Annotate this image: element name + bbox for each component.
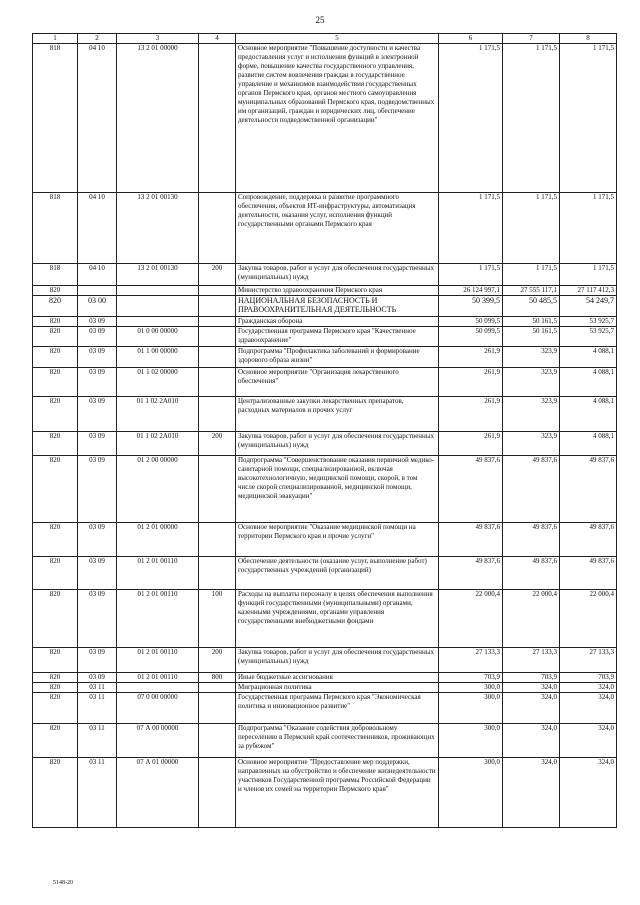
department-code-cell: 820 <box>33 431 78 455</box>
column-number: 3 <box>117 34 199 44</box>
table-row <box>33 326 617 346</box>
target-article-cell: 01 2 01 00110 <box>117 589 199 647</box>
amount-year2-cell: 323,9 <box>503 396 560 431</box>
amount-year1-cell: 300,0 <box>439 682 503 692</box>
amount-year1-cell: 261,9 <box>439 367 503 396</box>
item-name-cell: НАЦИОНАЛЬНАЯ БЕЗОПАСНОСТЬ И ПРАВООХРАНИТЕЛЬНАЯ ДЕЯТЕЛЬНОСТЬ <box>236 295 439 316</box>
target-article-cell <box>117 295 199 316</box>
amount-year3-cell: 1 171,5 <box>560 263 617 285</box>
amount-year3-cell: 1 171,5 <box>560 192 617 263</box>
department-code-cell: 820 <box>33 682 78 692</box>
department-code-cell: 820 <box>33 672 78 682</box>
table-row <box>33 285 617 295</box>
expense-type-cell <box>199 556 236 589</box>
section-code-cell: 03 09 <box>78 556 117 589</box>
table-row <box>33 682 617 692</box>
item-name-cell: Сопровождение, поддержка и развитие программного обеспечения, объектов ИТ-инфраструктуры, автоматизация деятельности, оказания услуг, исполнения функций государственными органами Пермского края <box>236 192 439 263</box>
section-code-cell: 03 09 <box>78 672 117 682</box>
amount-year3-cell: 4 088,1 <box>560 367 617 396</box>
column-number: 4 <box>199 34 236 44</box>
department-code-cell: 820 <box>33 285 78 295</box>
section-code-cell: 04 10 <box>78 192 117 263</box>
amount-year3-cell: 4 088,1 <box>560 396 617 431</box>
department-code-cell: 820 <box>33 316 78 326</box>
table-row <box>33 672 617 682</box>
amount-year1-cell: 22 000,4 <box>439 589 503 647</box>
document-code: 5148-20 <box>53 880 73 886</box>
target-article-cell: 07 А 01 00000 <box>117 757 199 827</box>
amount-year3-cell: 324,0 <box>560 692 617 723</box>
amount-year3-cell: 1 171,5 <box>560 43 617 192</box>
item-name-cell: Подпрограмма "Совершенствование оказания первичной медико-санитарной помощи, специализированной, включая высокотехнологичную, медицинской помощи, скорой, в том числе скорой специализированной, медицинской помощи, медицинской эвакуации" <box>236 455 439 522</box>
table-row <box>33 431 617 455</box>
section-code-cell: 03 00 <box>78 295 117 316</box>
amount-year1-cell: 49 837,6 <box>439 522 503 556</box>
table-row <box>33 723 617 757</box>
amount-year1-cell: 300,0 <box>439 692 503 723</box>
column-number: 6 <box>439 34 503 44</box>
table-row <box>33 556 617 589</box>
expense-type-cell <box>199 43 236 192</box>
item-name-cell: Гражданская оборона <box>236 316 439 326</box>
department-code-cell: 820 <box>33 455 78 522</box>
item-name-cell: Основное мероприятие "Оказание медицинской помощи на территории Пермского края и прочие услуги" <box>236 522 439 556</box>
amount-year2-cell: 1 171,5 <box>503 43 560 192</box>
column-number: 2 <box>78 34 117 44</box>
item-name-cell: Миграционная политика <box>236 682 439 692</box>
section-code-cell: 03 09 <box>78 522 117 556</box>
amount-year3-cell: 53 925,7 <box>560 316 617 326</box>
expense-type-cell: 200 <box>199 647 236 672</box>
section-code-cell: 04 10 <box>78 263 117 285</box>
table-row <box>33 192 617 263</box>
table-row <box>33 316 617 326</box>
expense-type-cell <box>199 396 236 431</box>
table-row <box>33 346 617 367</box>
department-code-cell: 820 <box>33 723 78 757</box>
expense-type-cell <box>199 192 236 263</box>
item-name-cell: Закупка товаров, работ и услуг для обеспечения государственных (муниципальных) нужд <box>236 647 439 672</box>
amount-year3-cell: 54 249,7 <box>560 295 617 316</box>
department-code-cell: 820 <box>33 346 78 367</box>
target-article-cell <box>117 285 199 295</box>
item-name-cell: Основное мероприятие "Повышение доступности и качества предоставления услуг и исполнения функций в электронной форме, повышение качества государственного управления, развитие систем вовлечения граждан в государственное управление и механизмов взаимодействия государственных органов Пермского края, органов местного самоуправления муниципальных образований Пермского края, подведомственных им организаций, граждан и юридических лиц, обеспечение деятельности подведомственной организации" <box>236 43 439 192</box>
amount-year1-cell: 261,9 <box>439 396 503 431</box>
amount-year2-cell: 703,9 <box>503 672 560 682</box>
department-code-cell: 818 <box>33 263 78 285</box>
section-code-cell: 03 09 <box>78 589 117 647</box>
amount-year2-cell: 323,9 <box>503 431 560 455</box>
amount-year2-cell: 1 171,5 <box>503 263 560 285</box>
target-article-cell: 07 А 00 00000 <box>117 723 199 757</box>
item-name-cell: Иные бюджетные ассигнования <box>236 672 439 682</box>
amount-year3-cell: 49 837,6 <box>560 455 617 522</box>
target-article-cell: 01 1 02 2А010 <box>117 431 199 455</box>
target-article-cell: 13 2 01 00130 <box>117 263 199 285</box>
section-code-cell <box>78 285 117 295</box>
target-article-cell: 13 2 01 00130 <box>117 192 199 263</box>
amount-year1-cell: 49 837,6 <box>439 556 503 589</box>
expense-type-cell <box>199 346 236 367</box>
amount-year1-cell: 1 171,5 <box>439 192 503 263</box>
section-code-cell: 03 09 <box>78 647 117 672</box>
department-code-cell: 820 <box>33 326 78 346</box>
amount-year2-cell: 27 133,3 <box>503 647 560 672</box>
table-row <box>33 43 617 192</box>
expense-type-cell: 200 <box>199 263 236 285</box>
amount-year3-cell: 27 117 412,3 <box>560 285 617 295</box>
table-row <box>33 522 617 556</box>
target-article-cell <box>117 316 199 326</box>
amount-year2-cell: 324,0 <box>503 723 560 757</box>
amount-year1-cell: 261,9 <box>439 431 503 455</box>
expense-type-cell <box>199 326 236 346</box>
amount-year1-cell: 300,0 <box>439 723 503 757</box>
amount-year2-cell: 323,9 <box>503 346 560 367</box>
amount-year1-cell: 26 124 997,1 <box>439 285 503 295</box>
section-code-cell: 03 09 <box>78 316 117 326</box>
section-code-cell: 03 09 <box>78 431 117 455</box>
section-code-cell: 03 11 <box>78 757 117 827</box>
target-article-cell: 01 2 01 00110 <box>117 647 199 672</box>
expense-type-cell <box>199 682 236 692</box>
amount-year2-cell: 49 837,6 <box>503 522 560 556</box>
expense-type-cell <box>199 367 236 396</box>
column-number: 8 <box>560 34 617 44</box>
amount-year1-cell: 50 099,5 <box>439 316 503 326</box>
column-number: 5 <box>236 34 439 44</box>
target-article-cell: 07 0 00 00000 <box>117 692 199 723</box>
table-row <box>33 367 617 396</box>
department-code-cell: 818 <box>33 43 78 192</box>
expense-type-cell <box>199 285 236 295</box>
amount-year1-cell: 50 399,5 <box>439 295 503 316</box>
target-article-cell: 01 0 00 00000 <box>117 326 199 346</box>
table-row <box>33 396 617 431</box>
amount-year3-cell: 4 088,1 <box>560 431 617 455</box>
table-row <box>33 589 617 647</box>
amount-year2-cell: 1 171,5 <box>503 192 560 263</box>
amount-year2-cell: 324,0 <box>503 692 560 723</box>
amount-year3-cell: 703,9 <box>560 672 617 682</box>
amount-year2-cell: 323,9 <box>503 367 560 396</box>
amount-year3-cell: 49 837,6 <box>560 556 617 589</box>
amount-year3-cell: 27 133,3 <box>560 647 617 672</box>
item-name-cell: Закупка товаров, работ и услуг для обеспечения государственных (муниципальных) нужд <box>236 431 439 455</box>
item-name-cell: Основное мероприятие "Предоставление мер поддержки, направленных на обустройство и обеспечение жизнедеятельности участников Государственной программы Российской Федерации и членов их семей на территории Пермского края" <box>236 757 439 827</box>
item-name-cell: Основное мероприятие "Организация лекарственного обеспечения" <box>236 367 439 396</box>
table-row <box>33 455 617 522</box>
department-code-cell: 820 <box>33 367 78 396</box>
section-code-cell: 03 09 <box>78 346 117 367</box>
target-article-cell: 01 1 02 00000 <box>117 367 199 396</box>
expense-type-cell <box>199 757 236 827</box>
amount-year2-cell: 27 555 117,1 <box>503 285 560 295</box>
target-article-cell: 01 2 01 00110 <box>117 556 199 589</box>
column-number: 1 <box>33 34 78 44</box>
amount-year2-cell: 49 837,6 <box>503 455 560 522</box>
table-row <box>33 647 617 672</box>
amount-year1-cell: 50 099,5 <box>439 326 503 346</box>
amount-year1-cell: 1 171,5 <box>439 263 503 285</box>
expense-type-cell <box>199 316 236 326</box>
amount-year3-cell: 324,0 <box>560 682 617 692</box>
amount-year3-cell: 324,0 <box>560 723 617 757</box>
department-code-cell: 820 <box>33 556 78 589</box>
expense-type-cell <box>199 723 236 757</box>
target-article-cell: 01 2 00 00000 <box>117 455 199 522</box>
target-article-cell: 01 2 01 00110 <box>117 672 199 682</box>
section-code-cell: 03 09 <box>78 455 117 522</box>
expense-type-cell <box>199 692 236 723</box>
section-code-cell: 04 10 <box>78 43 117 192</box>
amount-year1-cell: 703,9 <box>439 672 503 682</box>
table-row <box>33 263 617 285</box>
department-code-cell: 820 <box>33 692 78 723</box>
amount-year3-cell: 53 925,7 <box>560 326 617 346</box>
expense-type-cell: 200 <box>199 431 236 455</box>
table-row <box>33 295 617 316</box>
item-name-cell: Централизованные закупки лекарственных препаратов, расходных материалов и прочих услуг <box>236 396 439 431</box>
column-number: 7 <box>503 34 560 44</box>
target-article-cell: 13 2 01 00000 <box>117 43 199 192</box>
amount-year2-cell: 324,0 <box>503 757 560 827</box>
department-code-cell: 818 <box>33 192 78 263</box>
amount-year2-cell: 22 000,4 <box>503 589 560 647</box>
item-name-cell: Обеспечение деятельности (оказание услуг, выполнение работ) государственных учреждений (организаций) <box>236 556 439 589</box>
item-name-cell: Расходы на выплаты персоналу в целях обеспечения выполнения функций государственными (муниципальными) органами, казенными учреждениями, органами управления государственными внебюджетными фондами <box>236 589 439 647</box>
item-name-cell: Закупка товаров, работ и услуг для обеспечения государственных (муниципальных) нужд <box>236 263 439 285</box>
amount-year3-cell: 49 837,6 <box>560 522 617 556</box>
amount-year2-cell: 49 837,6 <box>503 556 560 589</box>
amount-year1-cell: 49 837,6 <box>439 455 503 522</box>
section-code-cell: 03 11 <box>78 723 117 757</box>
amount-year1-cell: 261,9 <box>439 346 503 367</box>
amount-year2-cell: 50 161,5 <box>503 326 560 346</box>
item-name-cell: Подпрограмма "Профилактика заболеваний и формирование здорового образа жизни" <box>236 346 439 367</box>
amount-year3-cell: 22 000,4 <box>560 589 617 647</box>
amount-year1-cell: 1 171,5 <box>439 43 503 192</box>
table-row <box>33 692 617 723</box>
department-code-cell: 820 <box>33 647 78 672</box>
section-code-cell: 03 09 <box>78 396 117 431</box>
budget-table <box>32 33 617 828</box>
department-code-cell: 820 <box>33 757 78 827</box>
amount-year3-cell: 324,0 <box>560 757 617 827</box>
expense-type-cell: 800 <box>199 672 236 682</box>
target-article-cell: 01 1 00 00000 <box>117 346 199 367</box>
item-name-cell: Подпрограмма "Оказание содействия добровольному переселению в Пермский край соотечественников, проживающих за рубежом" <box>236 723 439 757</box>
expense-type-cell: 100 <box>199 589 236 647</box>
section-code-cell: 03 09 <box>78 367 117 396</box>
department-code-cell: 820 <box>33 295 78 316</box>
amount-year2-cell: 50 485,5 <box>503 295 560 316</box>
column-number-row <box>33 34 617 44</box>
department-code-cell: 820 <box>33 396 78 431</box>
section-code-cell: 03 09 <box>78 326 117 346</box>
target-article-cell: 01 1 02 2А010 <box>117 396 199 431</box>
table-row <box>33 757 617 827</box>
section-code-cell: 03 11 <box>78 682 117 692</box>
target-article-cell: 01 2 01 00000 <box>117 522 199 556</box>
department-code-cell: 820 <box>33 522 78 556</box>
amount-year2-cell: 50 161,5 <box>503 316 560 326</box>
amount-year2-cell: 324,0 <box>503 682 560 692</box>
target-article-cell <box>117 682 199 692</box>
expense-type-cell <box>199 295 236 316</box>
item-name-cell: Министерство здравоохранения Пермского края <box>236 285 439 295</box>
item-name-cell: Государственная программа Пермского края "Экономическая политика и инновационное развитие" <box>236 692 439 723</box>
expense-type-cell <box>199 455 236 522</box>
department-code-cell: 820 <box>33 589 78 647</box>
item-name-cell: Государственная программа Пермского края "Качественное здравоохранение" <box>236 326 439 346</box>
amount-year1-cell: 300,0 <box>439 757 503 827</box>
amount-year1-cell: 27 133,3 <box>439 647 503 672</box>
page-number: 25 <box>315 15 325 25</box>
expense-type-cell <box>199 522 236 556</box>
section-code-cell: 03 11 <box>78 692 117 723</box>
amount-year3-cell: 4 088,1 <box>560 346 617 367</box>
